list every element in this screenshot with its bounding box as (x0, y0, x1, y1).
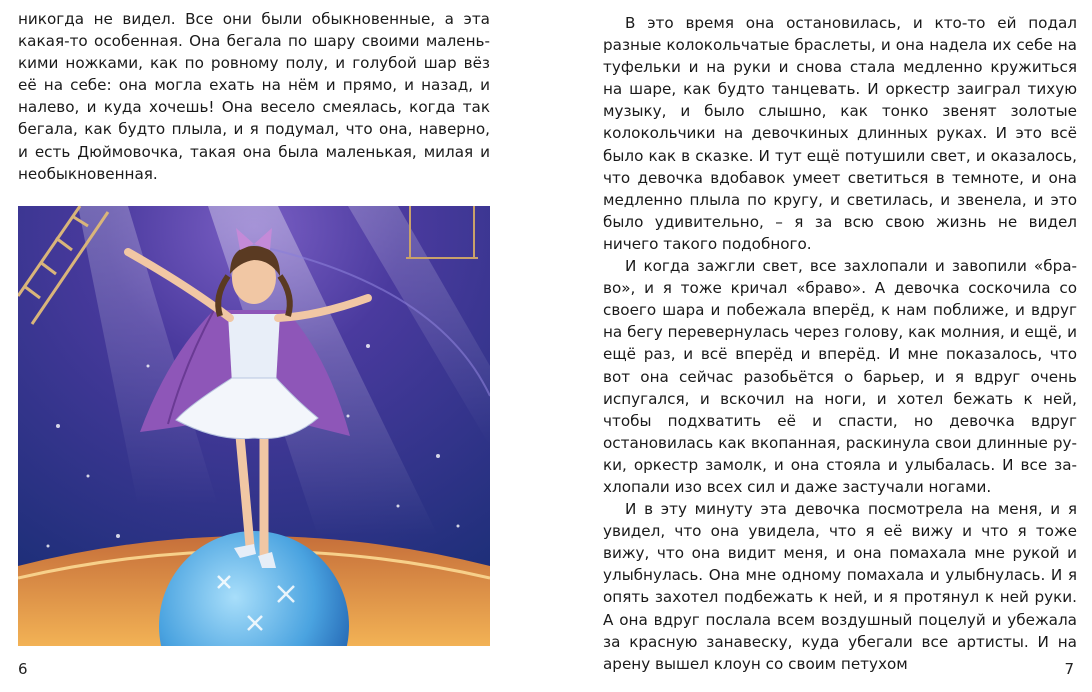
dress (228, 314, 280, 384)
right-paragraph-2: И когда зажгли свет, все захлопали и завопили «браво», и я тоже кричал «браво». А девочка соскочила со своего шара и побежала вперёд, к нам поближе, и вдруг на бегу перевернулась через голову, как молния, и ещё, и ещё раз, и всё вперёд и вперёд. И мне показалось, что вот она сейчас разобьётся о барьер, и я вдруг очень испугался, и вскочил на ноги, и хотел бежать к ней, чтобы подхватить её и спасти, но девочка вдруг остановилась как вкопанная, раскинула свои длинные руки, оркестр замолк, и она стояла и улыбалась. И все захлопали изо всех сил и даже застучали ногами. (603, 257, 1077, 496)
left-page-text (18, 8, 490, 185)
right-paragraph-1: В это время она остановилась, и кто-то ей подал разные колокольчатые браслеты, и она надела их себе на туфельки и на руки и снова стала медленно кружиться на шаре, как будто танцевать. И оркестр заиграл тихую музыку, и было слышно, как тонко звенят золотые колокольчики на девочкиных длинных руках. И это всё было как в сказке. И тут ещё потушили свет, и оказалось, что девочка вдобавок умеет светиться в темноте, и она медленно плыла по кругу, и светилась, и звенела, и это было удивительно, – я за всю свою жизнь не видел ничего такого подобного. (603, 14, 1077, 253)
right-paragraph-3: И в эту минуту эта девочка посмотрела на меня, и я увидел, что она увидела, что я её вижу и что я тоже вижу, что она видит меня, и она помахала мне рукой и улыбнулась. Она мне одному помахала и улыбнулась. И я опять захотел подбежать к ней, и я протянул к ней руки. А она вдруг послала всем воздушный поцелуй и убежала за красную занавеску, куда убегали все артисты. И на арену вышел клоун со своим петухом (603, 500, 1077, 673)
right-page-text (603, 12, 1077, 675)
circus-illustration (18, 206, 490, 646)
page-number-left: 6 (18, 660, 28, 678)
left-paragraph-1: никогда не видел. Все они были обыкновенные, а эта какая-то особенная. Она бегала по шару своими маленькими ножками, как по ровному полу, и голубой шар вёз её на себе: она могла ехать на нём и прямо, и назад, и налево, и куда хочешь! Она весело смеялась, когда так бегала, как будто плыла, и я подумал, что она, наверно, и есть Дюймовочка, такая она была маленькая, милая и необыкновенная. (18, 10, 490, 183)
right-page (546, 0, 1092, 692)
illustration-svg (18, 206, 490, 646)
page-number-right: 7 (1064, 660, 1074, 678)
